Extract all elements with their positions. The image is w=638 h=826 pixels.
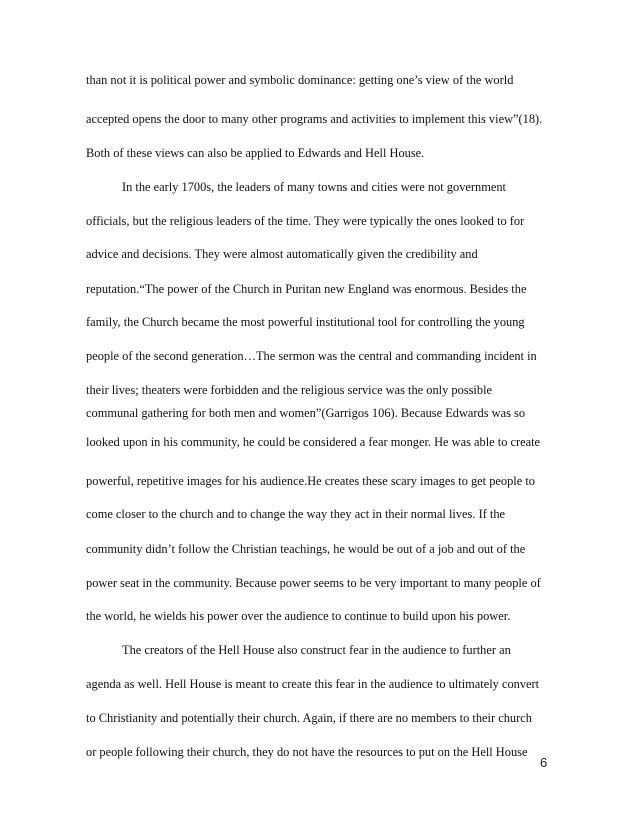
text-line: accepted opens the door to many other programs and activities to implement this view”(18). (86, 112, 543, 126)
text-line: advice and decisions. They were almost automatically given the credibility and (86, 247, 478, 261)
text-line: reputation.“The power of the Church in Puritan new England was enormous. Besides the (86, 282, 527, 296)
text-line: their lives; theaters were forbidden and the religious service was the only possible (86, 383, 493, 397)
text-line: to Christianity and potentially their church. Again, if there are no members to their church (86, 711, 532, 725)
text-line: community didn’t follow the Christian teachings, he would be out of a job and out of the (86, 542, 526, 556)
text-line: power seat in the community. Because power seems to be very important to many people of (86, 576, 541, 590)
text-line: officials, but the religious leaders of the time. They were typically the ones looked to for (86, 214, 525, 228)
text-line: come closer to the church and to change the way they act in their normal lives. If the (86, 507, 506, 521)
paragraph-first-line: In the early 1700s, the leaders of many towns and cities were not government (122, 180, 506, 194)
text-line: than not it is political power and symbolic dominance: getting one’s view of the world (86, 73, 514, 87)
text-line: looked upon in his community, he could be considered a fear monger. He was able to create (86, 435, 541, 449)
text-line: family, the Church became the most powerful institutional tool for controlling the young (86, 315, 525, 329)
text-line: communal gathering for both men and women”(Garrigos 106). Because Edwards was so (86, 406, 526, 420)
paragraph-first-line: The creators of the Hell House also construct fear in the audience to further an (122, 643, 511, 657)
text-line: powerful, repetitive images for his audience.He creates these scary images to get people to (86, 474, 535, 488)
text-line: people of the second generation…The sermon was the central and commanding incident in (86, 349, 537, 363)
text-line: or people following their church, they do not have the resources to put on the Hell House (86, 745, 528, 759)
text-line: agenda as well. Hell House is meant to create this fear in the audience to ultimately convert (86, 677, 540, 691)
page-number: 6 (540, 755, 548, 770)
text-line: Both of these views can also be applied to Edwards and Hell House. (86, 146, 425, 160)
text-line: the world, he wields his power over the audience to continue to build upon his power. (86, 609, 511, 623)
